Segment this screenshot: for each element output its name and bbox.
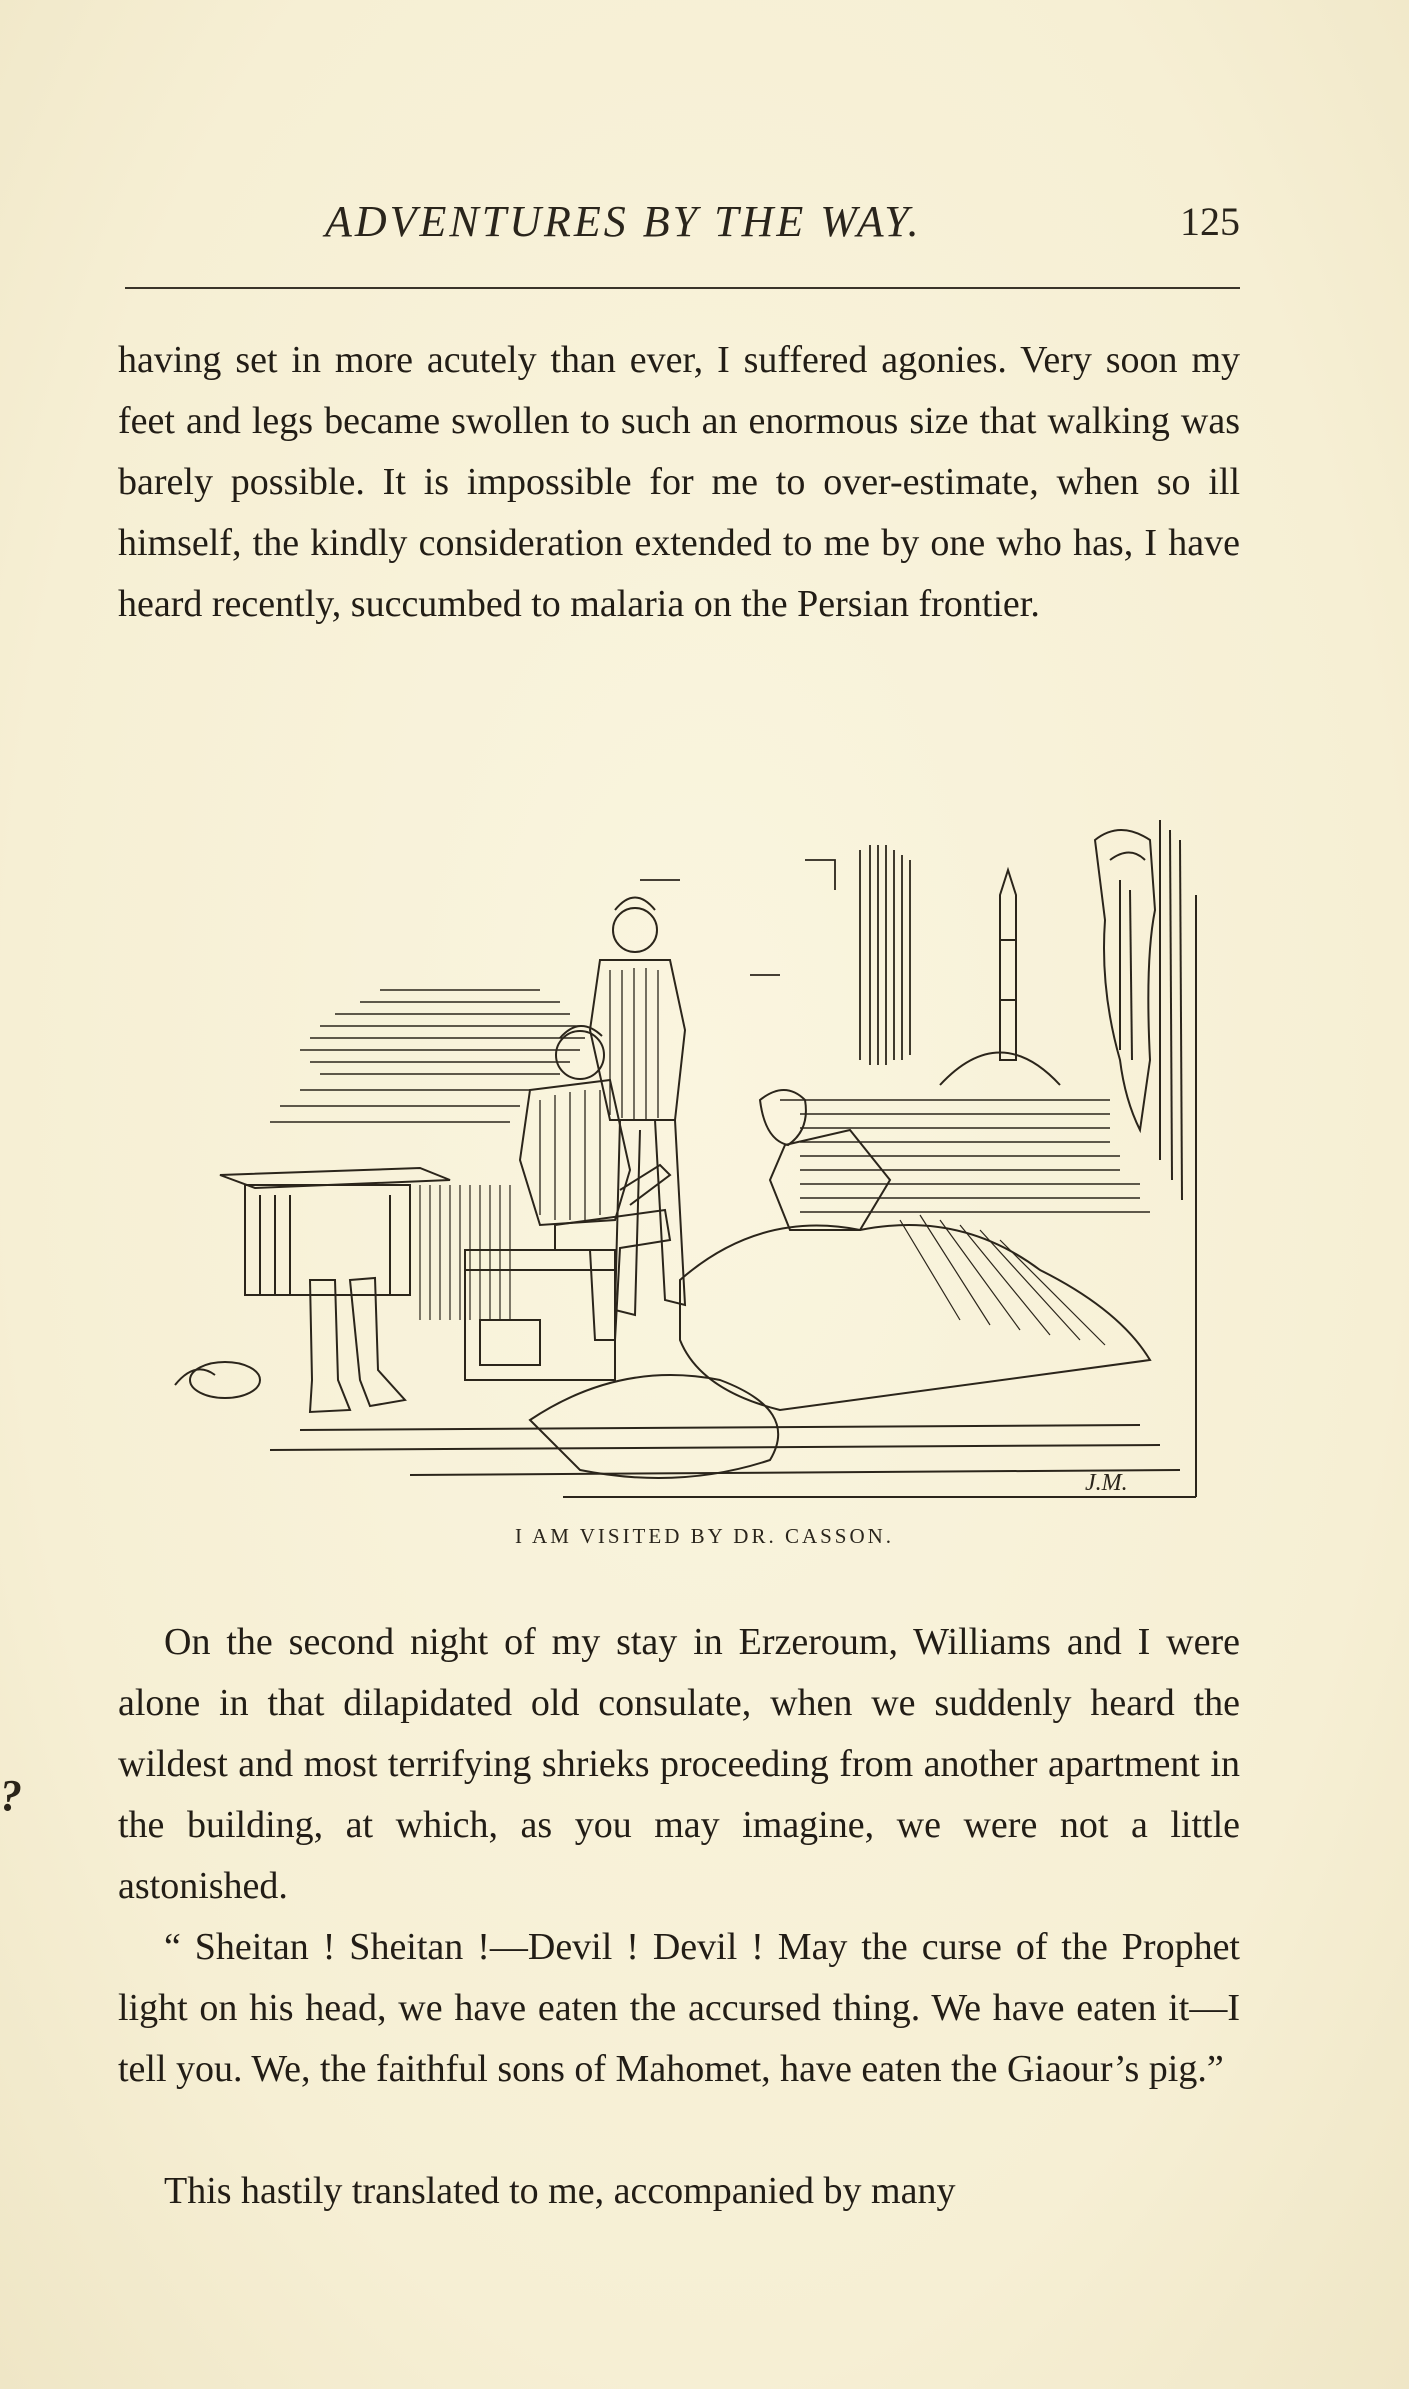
running-title: ADVENTURES BY THE WAY. <box>325 197 922 246</box>
paragraph-quote: “ Sheitan ! Sheitan !—Devil ! Devil ! May the curse of the Prophet light on his head, we have eaten the accursed thing. We have eaten it—I tell you. We, the faithful sons of Mahomet, have eaten the Giaour’s pig.” <box>118 1926 1240 2090</box>
engraving-drawing <box>160 800 1210 1500</box>
running-head <box>120 196 1240 256</box>
page-number: 125 <box>1180 199 1240 244</box>
artist-signature: J.M. <box>1085 1470 1128 1496</box>
margin-mark: ? <box>0 1771 22 1820</box>
illustration-caption: I AM VISITED BY DR. CASSON. <box>514 1524 895 1548</box>
header-rule <box>125 287 1240 289</box>
paragraph-continued: having set in more acutely than ever, I suffered agonies. Very soon my feet and legs became swollen to such an enormous size that walking was barely possible. It is impossible for me to over-estimate, when so ill himself, the kindly consideration extended to me by one who has, I have heard recently, succumbed to malaria on the Persian frontier. <box>118 339 1240 625</box>
illustration-engraving <box>160 800 1210 1500</box>
paragraph-second-night: On the second night of my stay in Erzeroum, Williams and I were alone in that dilapidated old consulate, when we suddenly heard the wildest and most terrifying shrieks proceeding from another apartment in the building, at which, as you may imagine, we were not a little astonished. <box>118 1621 1240 1907</box>
paragraph-translation: This hastily translated to me, accompanied by many <box>164 2170 956 2212</box>
